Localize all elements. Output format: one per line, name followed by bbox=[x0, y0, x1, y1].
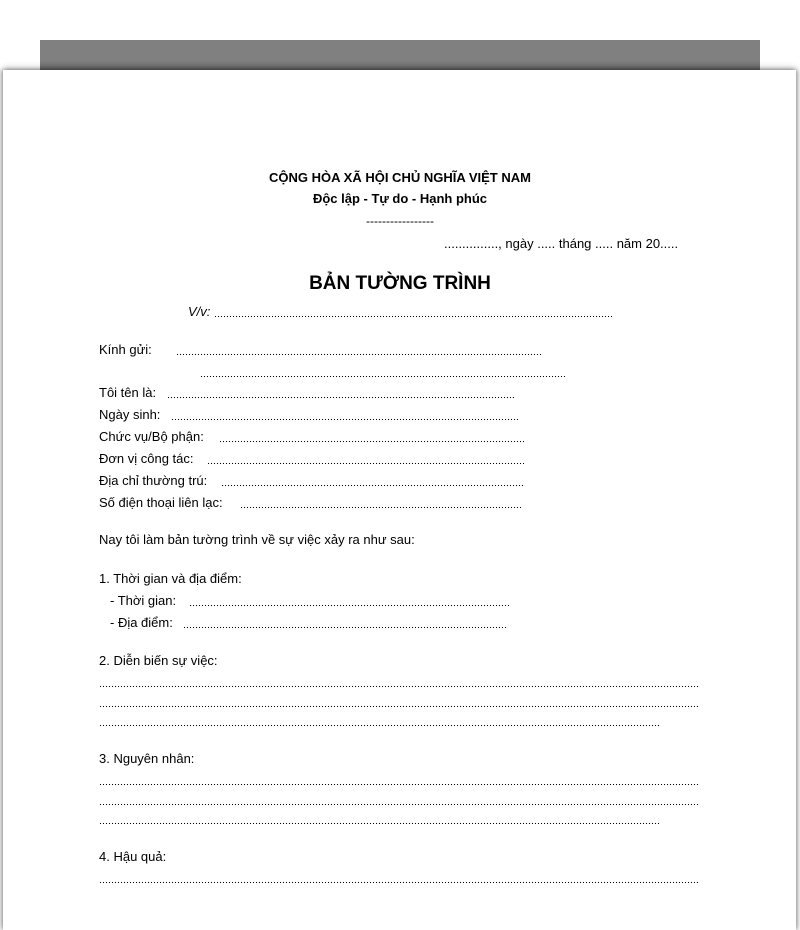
header-separator: ----------------- bbox=[366, 214, 434, 228]
phone-label: Số điện thoại liên lạc: bbox=[99, 495, 223, 510]
events-field-1[interactable] bbox=[99, 686, 700, 687]
subject-field[interactable] bbox=[214, 316, 614, 317]
position-label: Chức vụ/Bộ phận: bbox=[99, 429, 204, 444]
birthdate-label: Ngày sinh: bbox=[99, 407, 161, 422]
cause-field-1[interactable] bbox=[99, 784, 700, 785]
national-motto: Độc lập - Tự do - Hạnh phúc bbox=[312, 191, 488, 206]
recipient-field-2[interactable] bbox=[200, 376, 567, 377]
address-field[interactable] bbox=[221, 485, 525, 486]
location-label: - Địa điểm: bbox=[110, 615, 173, 630]
events-field-3[interactable] bbox=[99, 725, 660, 726]
recipient-field-1[interactable] bbox=[176, 354, 543, 355]
section-2-heading: 2. Diễn biến sự việc: bbox=[99, 653, 218, 668]
recipient-label: Kính gửi: bbox=[99, 342, 152, 357]
cause-field-3[interactable] bbox=[99, 823, 660, 824]
national-title: CỘNG HÒA XÃ HỘI CHỦ NGHĨA VIỆT NAM bbox=[269, 170, 531, 185]
section-1-heading: 1. Thời gian và địa điểm: bbox=[99, 571, 242, 586]
section-4-heading: 4. Hậu quả: bbox=[99, 849, 167, 864]
time-label: - Thời gian: bbox=[110, 593, 177, 608]
address-label: Địa chỉ thường trú: bbox=[99, 473, 208, 488]
document-title: BẢN TƯỜNG TRÌNH bbox=[309, 273, 491, 294]
phone-field[interactable] bbox=[240, 507, 522, 508]
cause-field-2[interactable] bbox=[99, 804, 700, 805]
consequence-field-1[interactable] bbox=[99, 882, 700, 883]
time-field[interactable] bbox=[189, 605, 509, 606]
section-3-heading: 3. Nguyên nhân: bbox=[99, 751, 195, 766]
name-label: Tôi tên là: bbox=[99, 385, 157, 400]
workplace-label: Đơn vị công tác: bbox=[99, 451, 194, 466]
birthdate-field[interactable] bbox=[171, 419, 518, 420]
subject-label: V/v: bbox=[188, 304, 211, 319]
name-field[interactable] bbox=[167, 397, 515, 398]
date-line: ..............., ngày ..... tháng ..... năm 20..... bbox=[444, 236, 679, 251]
workplace-field[interactable] bbox=[207, 463, 526, 464]
location-field[interactable] bbox=[183, 627, 508, 628]
intro-text: Nay tôi làm bản tường trình về sự việc xảy ra như sau: bbox=[99, 532, 415, 547]
position-field[interactable] bbox=[219, 441, 525, 442]
events-field-2[interactable] bbox=[99, 706, 700, 707]
